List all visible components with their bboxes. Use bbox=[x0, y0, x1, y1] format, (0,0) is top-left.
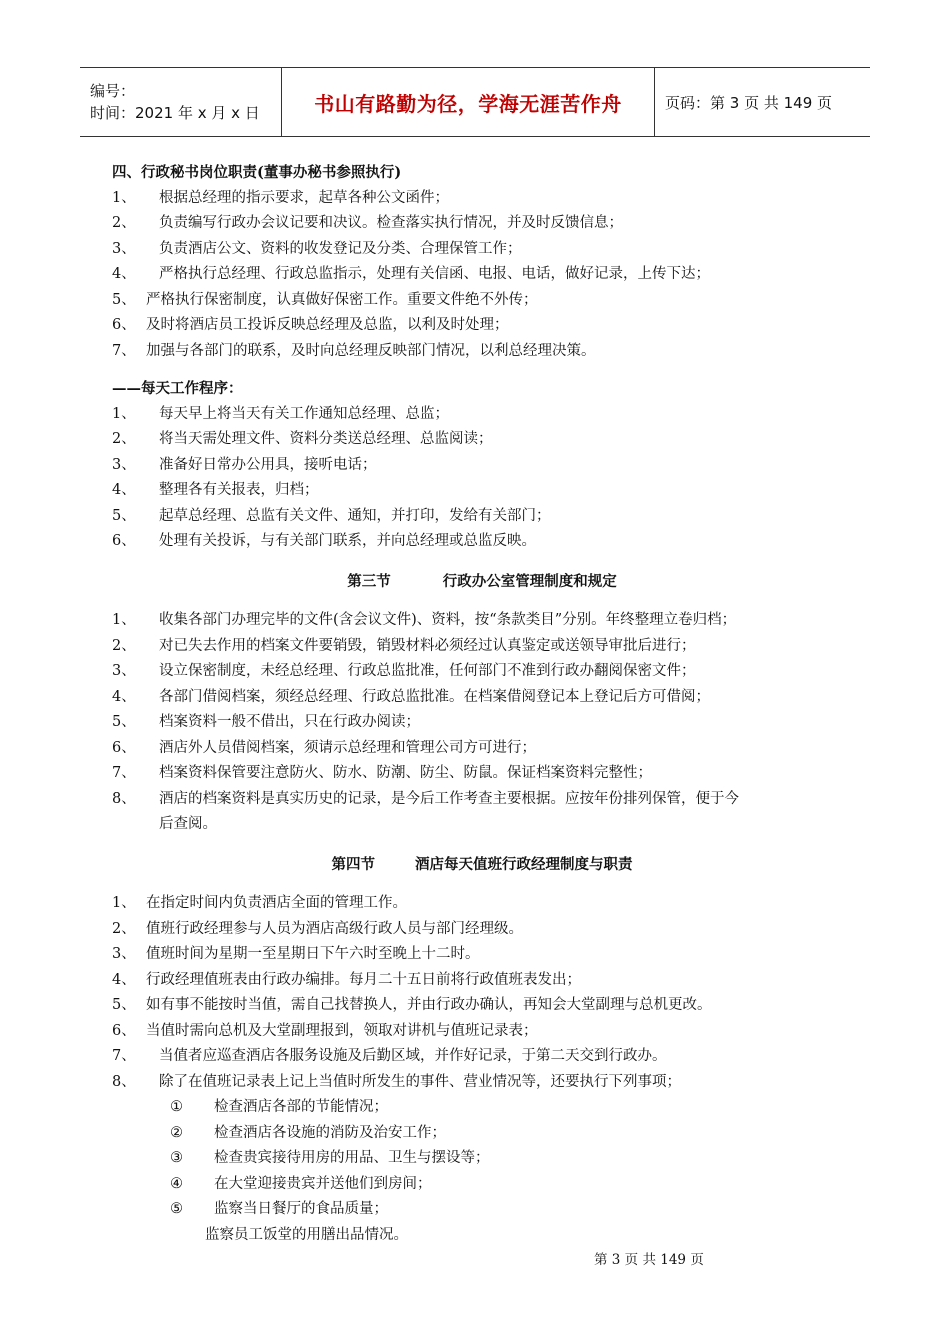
sub-item-number: ③ bbox=[170, 1150, 183, 1166]
list-item bbox=[112, 968, 852, 994]
item-number: 7、 bbox=[112, 765, 136, 781]
duty-manager-list bbox=[112, 891, 852, 1095]
item-text: 酒店外人员借阅档案，须请示总经理和管理公司方可进行； bbox=[159, 739, 536, 756]
list-item bbox=[112, 453, 852, 479]
item-number: 4、 bbox=[112, 482, 136, 498]
item-number: 2、 bbox=[112, 431, 136, 447]
list-item bbox=[112, 478, 852, 504]
list-item bbox=[112, 787, 852, 813]
time-label: 时间：2021 年 x 月 x 日 bbox=[90, 104, 260, 122]
sub-item bbox=[112, 1095, 852, 1121]
item-number: 4、 bbox=[112, 688, 136, 705]
page-header bbox=[80, 67, 870, 137]
item-number: 1、 bbox=[112, 612, 136, 628]
section3-title-text: 行政办公室管理制度和规定 bbox=[442, 572, 617, 590]
sub-item bbox=[112, 1121, 852, 1147]
sub-item-text: 检查酒店各部的节能情况； bbox=[214, 1099, 388, 1115]
item-text: 严格执行保密制度，认真做好保密工作。重要文件绝不外传； bbox=[146, 291, 538, 308]
item-number: 2、 bbox=[112, 637, 136, 654]
item-number: 6、 bbox=[112, 1022, 136, 1039]
sub-item-text: 检查酒店各设施的消防及治安工作； bbox=[214, 1124, 446, 1141]
sub-item bbox=[112, 1172, 852, 1198]
list-item bbox=[112, 211, 852, 237]
item-number: 6、 bbox=[112, 533, 136, 549]
list-item bbox=[112, 1044, 852, 1070]
item-text: 酒店的档案资料是真实历史的记录，是今后工作考查主要根据。应按年份排列保管，便于今 bbox=[159, 790, 739, 807]
section4b-title-text: 酒店每天值班行政经理制度与职责 bbox=[415, 855, 633, 873]
list-item bbox=[112, 427, 852, 453]
item-number: 8、 bbox=[112, 1073, 136, 1090]
list-item bbox=[112, 237, 852, 263]
item-number: 2、 bbox=[112, 215, 136, 231]
item-text: 根据总经理的指示要求，起草各种公文函件； bbox=[159, 189, 449, 206]
item-number: 6、 bbox=[112, 317, 136, 333]
check-subitems bbox=[112, 1095, 852, 1223]
item-text: 行政经理值班表由行政办编排。每月二十五日前将行政值班表发出； bbox=[146, 971, 581, 988]
item-continuation: 后查阅。 bbox=[159, 816, 217, 832]
item-number: 7、 bbox=[112, 342, 136, 359]
sub-item bbox=[112, 1197, 852, 1223]
sub-item-text: 在大堂迎接贵宾并送他们到房间； bbox=[214, 1175, 432, 1192]
item-text: 处理有关投诉，与有关部门联系，并向总经理或总监反映。 bbox=[159, 533, 536, 549]
list-item bbox=[112, 685, 852, 711]
item-number: 3、 bbox=[112, 240, 136, 257]
list-item bbox=[112, 761, 852, 787]
section4b-title bbox=[112, 852, 852, 878]
list-item bbox=[112, 1019, 852, 1045]
list-item bbox=[112, 891, 852, 917]
item-text: 加强与各部门的联系，及时向总经理反映部门情况，以利总经理决策。 bbox=[146, 342, 596, 359]
list-item bbox=[112, 504, 852, 530]
item-number: 3、 bbox=[112, 946, 136, 962]
list-item bbox=[112, 634, 852, 660]
item-text: 值班时间为星期一至星期日下午六时至晚上十二时。 bbox=[146, 946, 480, 962]
item-number: 4、 bbox=[112, 266, 136, 282]
daily-list bbox=[112, 402, 852, 555]
sub-item-text: 检查贵宾接待用房的用品、卫生与摆设等； bbox=[214, 1150, 490, 1166]
item-text: 整理各有关报表，归档； bbox=[159, 482, 319, 498]
item-text: 负责酒店公文、资料的收发登记及分类、合理保管工作； bbox=[159, 240, 522, 257]
header-page-label: 页码：第 3 页 共 149 页 bbox=[665, 93, 833, 112]
item-text: 起草总经理、总监有关文件、通知，并打印，发给有关部门； bbox=[159, 507, 551, 524]
item-text: 在指定时间内负责酒店全面的管理工作。 bbox=[146, 895, 407, 911]
list-item bbox=[112, 313, 852, 339]
item-number: 5、 bbox=[112, 507, 136, 524]
header-motto: 书山有路勤为径，学海无涯苦作舟 bbox=[282, 68, 655, 136]
rules-list bbox=[112, 608, 852, 838]
item-text: 设立保密制度，未经总经理、行政总监批准，任何部门不准到行政办翻阅保密文件； bbox=[159, 663, 696, 679]
item-text: 负责编写行政办会议记要和决议。检查落实执行情况，并及时反馈信息； bbox=[159, 215, 623, 231]
list-item bbox=[112, 262, 852, 288]
item-text: 及时将酒店员工投诉反映总经理及总监，以利及时处理； bbox=[146, 317, 509, 333]
list-item bbox=[112, 1070, 852, 1096]
serial-label: 编号： bbox=[90, 82, 136, 100]
list-item bbox=[112, 402, 852, 428]
item-number: 1、 bbox=[112, 895, 136, 911]
item-number: 7、 bbox=[112, 1048, 136, 1064]
item-text: 档案资料保管要注意防火、防水、防潮、防尘、防鼠。保证档案资料完整性； bbox=[159, 765, 652, 781]
list-item bbox=[112, 942, 852, 968]
item-number: 1、 bbox=[112, 405, 136, 422]
item-text: 准备好日常办公用具，接听电话； bbox=[159, 456, 377, 473]
sub-item-text: 监察当日餐厅的食品质量； bbox=[214, 1201, 388, 1217]
list-item bbox=[112, 288, 852, 314]
item-number: 2、 bbox=[112, 920, 136, 937]
item-text: 当值者应巡查酒店各服务设施及后勤区域，并作好记录，于第二天交到行政办。 bbox=[159, 1048, 667, 1064]
section-heading: 四、行政秘书岗位职责(董事办秘书参照执行) bbox=[112, 164, 402, 181]
sub-item-number: ⑤ bbox=[170, 1201, 183, 1217]
list-item bbox=[112, 339, 852, 365]
item-text: 当值时需向总机及大堂副理报到，领取对讲机与值班记录表； bbox=[146, 1022, 538, 1039]
list-item bbox=[112, 736, 852, 762]
item-text: 值班行政经理参与人员为酒店高级行政人员与部门经理级。 bbox=[146, 920, 523, 937]
list-item bbox=[112, 608, 852, 634]
list-item bbox=[112, 917, 852, 943]
item-text: 对已失去作用的档案文件要销毁，销毁材料必须经过认真鉴定或送领导审批后进行； bbox=[159, 637, 696, 654]
duty-list bbox=[112, 186, 852, 365]
last-line: 监察员工饭堂的用膳出品情况。 bbox=[205, 1226, 408, 1243]
item-text: 各部门借阅档案，须经总经理、行政总监批准。在档案借阅登记本上登记后方可借阅； bbox=[159, 688, 710, 705]
item-number: 5、 bbox=[112, 291, 136, 308]
item-text: 严格执行总经理、行政总监指示，处理有关信函、电报、电话，做好记录，上传下达； bbox=[159, 266, 710, 282]
item-number: 5、 bbox=[112, 714, 136, 730]
header-meta bbox=[80, 68, 282, 136]
item-number: 3、 bbox=[112, 663, 136, 679]
item-number: 8、 bbox=[112, 790, 136, 807]
item-text: 收集各部门办理完毕的文件(含会议文件)、资料，按“条款类目”分别。年终整理立卷归档； bbox=[159, 612, 737, 628]
list-item bbox=[112, 529, 852, 555]
sub-item bbox=[112, 1146, 852, 1172]
list-item bbox=[112, 186, 852, 212]
item-text: 除了在值班记录表上记上当值时所发生的事件、营业情况等，还要执行下列事项； bbox=[159, 1073, 681, 1090]
document-body bbox=[112, 160, 852, 1248]
list-item bbox=[112, 710, 852, 736]
item-number: 1、 bbox=[112, 189, 136, 206]
section3-title bbox=[112, 569, 852, 595]
list-item bbox=[112, 993, 852, 1019]
daily-heading: ——每天工作程序： bbox=[112, 380, 243, 397]
sub-item-number: ② bbox=[170, 1124, 183, 1141]
item-number: 3、 bbox=[112, 456, 136, 473]
list-item bbox=[112, 659, 852, 685]
section4b-label: 第四节 bbox=[331, 855, 375, 873]
item-text: 档案资料一般不借出，只在行政办阅读； bbox=[159, 714, 420, 730]
item-text: 将当天需处理文件、资料分类送总经理、总监阅读； bbox=[159, 431, 493, 447]
item-number: 4、 bbox=[112, 971, 136, 988]
section3-label: 第三节 bbox=[347, 572, 391, 590]
sub-item-number: ① bbox=[170, 1099, 183, 1115]
item-number: 6、 bbox=[112, 739, 136, 756]
item-text: 每天早上将当天有关工作通知总经理、总监； bbox=[159, 405, 449, 422]
item-number: 5、 bbox=[112, 997, 136, 1013]
sub-item-number: ④ bbox=[170, 1175, 183, 1192]
item-text: 如有事不能按时当值，需自己找替换人，并由行政办确认，再知会大堂副理与总机更改。 bbox=[146, 997, 712, 1013]
page-footer: 第 3 页 共 149 页 bbox=[594, 1252, 704, 1268]
